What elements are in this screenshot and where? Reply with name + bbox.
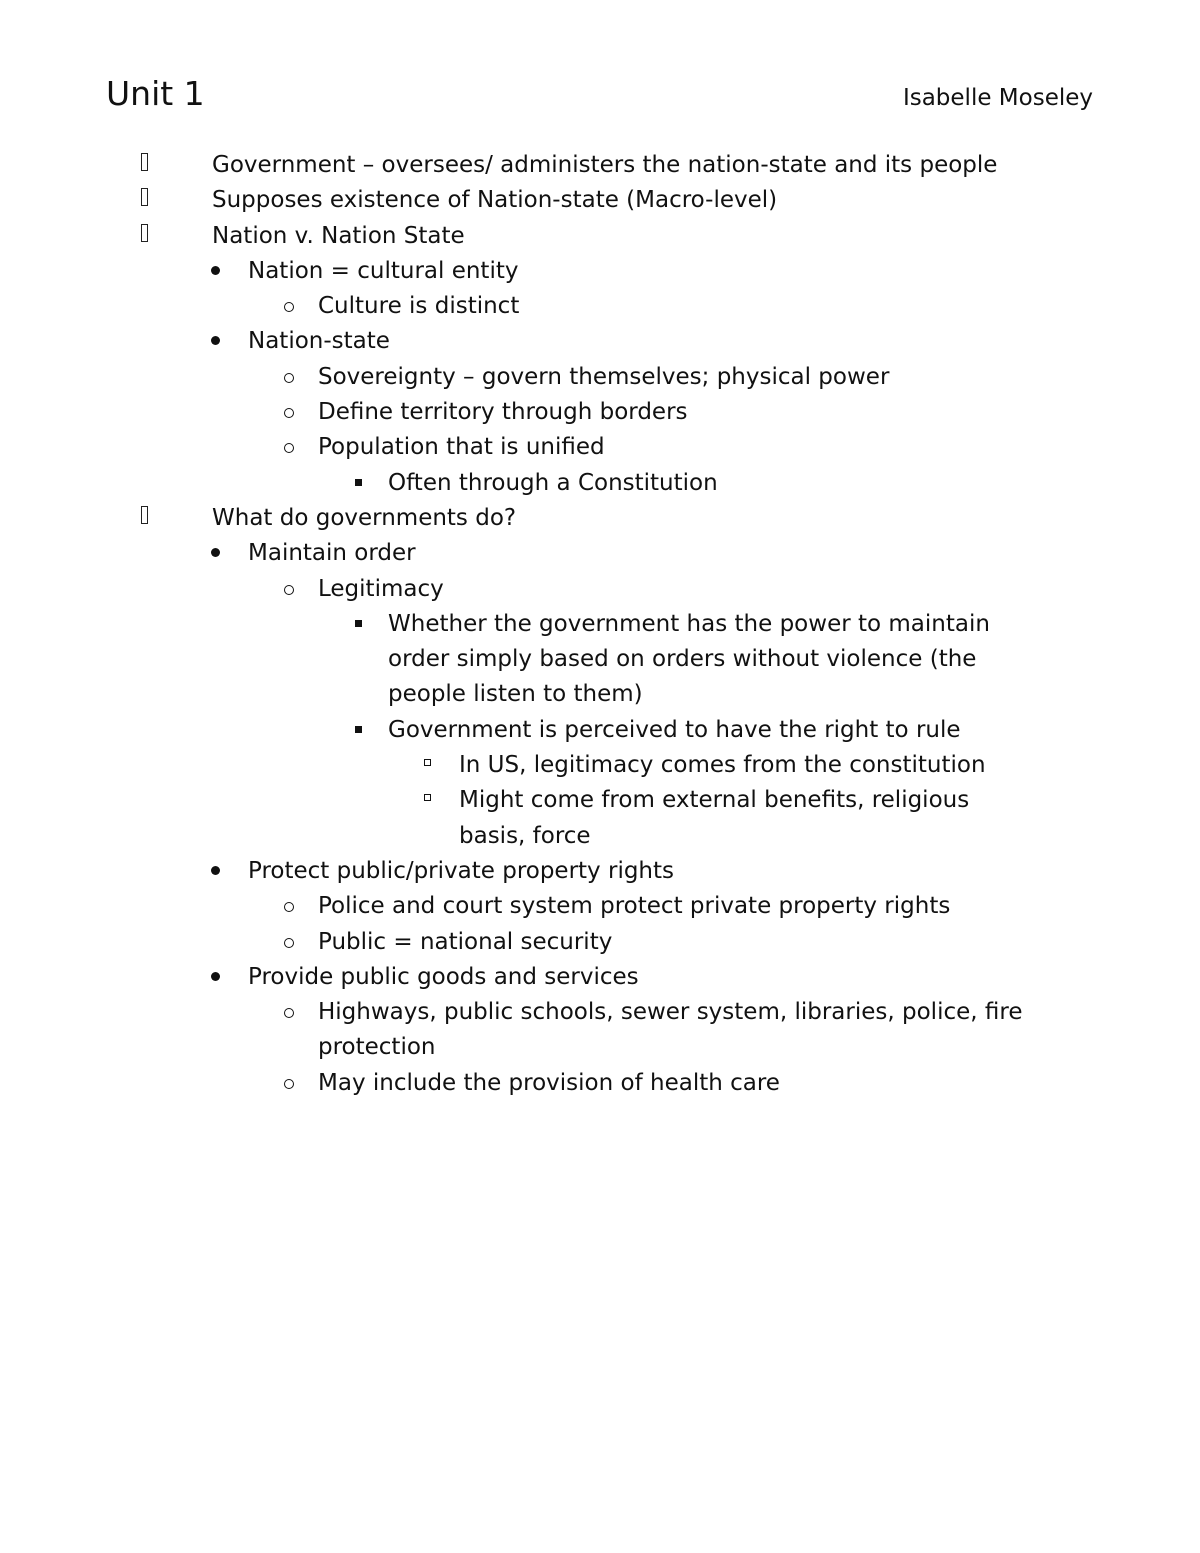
outline-item-nation-definition (0, 254, 1200, 289)
outline-item-public-services (0, 995, 1200, 1030)
outline-item-right-to-rule (0, 713, 1200, 748)
outline-item-health-care (0, 1066, 1200, 1101)
hollow-circle-bullet-icon (284, 443, 294, 453)
outline-text: Nation = cultural entity (248, 257, 519, 284)
outline-continuation-line (0, 677, 1200, 712)
outline-text: Define territory through borders (318, 399, 688, 426)
outline-text: Highways, public schools, sewer system, libraries, police, fire (318, 999, 1023, 1026)
filled-circle-bullet-icon (211, 972, 220, 981)
hollow-circle-bullet-icon (284, 408, 294, 418)
empty-box-glyph-icon (141, 153, 148, 171)
filled-square-bullet-icon (355, 479, 362, 486)
filled-square-bullet-icon (355, 620, 362, 627)
outline-text: protection (318, 1034, 436, 1061)
outline-text: Government – oversees/ administers the nation-state and its people (212, 152, 998, 178)
outline-item-national-security (0, 925, 1200, 960)
empty-box-glyph-icon (141, 188, 148, 206)
hollow-circle-bullet-icon (284, 373, 294, 383)
outline-item-legitimacy (0, 572, 1200, 607)
outline-item-territory (0, 395, 1200, 430)
outline-text: Protect public/private property rights (248, 857, 675, 884)
filled-circle-bullet-icon (211, 548, 220, 557)
outline-item-constitution (0, 466, 1200, 501)
outline-item-nation-state (0, 324, 1200, 359)
outline-item-external-benefits (0, 783, 1200, 818)
outline-item-us-legitimacy (0, 748, 1200, 783)
hollow-circle-bullet-icon (284, 1079, 294, 1089)
filled-square-bullet-icon (355, 726, 362, 733)
outline-text: Police and court system protect private property rights (318, 893, 951, 920)
outline-text: Government is perceived to have the right to rule (388, 716, 961, 743)
outline-text: Supposes existence of Nation-state (Macro-level) (212, 187, 778, 214)
outline-text: Nation v. Nation State (212, 222, 465, 249)
hollow-circle-bullet-icon (284, 1008, 294, 1018)
outline-item-police-court (0, 889, 1200, 924)
empty-box-glyph-icon (141, 506, 148, 524)
outline-text: Maintain order (248, 540, 416, 567)
outline-text: people listen to them) (388, 681, 643, 708)
filled-circle-bullet-icon (211, 866, 220, 875)
outline-item-what-governments-do (0, 501, 1200, 536)
outline-text: Legitimacy (318, 575, 444, 602)
outline-text: May include the provision of health care (318, 1069, 780, 1096)
outline-continuation-line (0, 1030, 1200, 1065)
outline-item-government-power (0, 607, 1200, 642)
outline-item-culture-distinct (0, 289, 1200, 324)
hollow-square-bullet-icon (424, 759, 431, 766)
outline-text: Often through a Constitution (388, 469, 718, 496)
outline-item-population (0, 430, 1200, 465)
outline-item-public-goods (0, 960, 1200, 995)
author-name: Isabelle Moseley (902, 85, 1093, 111)
outline-text: In US, legitimacy comes from the constitution (459, 752, 986, 779)
outline-text: Might come from external benefits, religious (459, 787, 970, 814)
outline-text: Population that is unified (318, 434, 605, 461)
document-title: Unit 1 (106, 74, 205, 113)
hollow-square-bullet-icon (424, 794, 431, 801)
filled-circle-bullet-icon (211, 336, 220, 345)
outline-text: Sovereignty – govern themselves; physical power (318, 363, 890, 390)
outline-text: order simply based on orders without violence (the (388, 646, 977, 673)
outline-item-supposes-nation-state (0, 183, 1200, 218)
outline-continuation-line (0, 819, 1200, 854)
filled-circle-bullet-icon (211, 266, 220, 275)
hollow-circle-bullet-icon (284, 585, 294, 595)
outline-text: basis, force (459, 822, 591, 849)
hollow-circle-bullet-icon (284, 302, 294, 312)
outline-item-property-rights (0, 854, 1200, 889)
outline-text: Whether the government has the power to maintain (388, 610, 990, 637)
hollow-circle-bullet-icon (284, 902, 294, 912)
outline-text: Public = national security (318, 928, 613, 955)
outline-text: Nation-state (248, 328, 390, 355)
hollow-circle-bullet-icon (284, 938, 294, 948)
notes-outline (0, 148, 1200, 1101)
outline-item-nation-vs-nation-state (0, 219, 1200, 254)
outline-item-maintain-order (0, 536, 1200, 571)
outline-item-sovereignty (0, 360, 1200, 395)
outline-text: What do governments do? (212, 504, 517, 531)
outline-continuation-line (0, 642, 1200, 677)
outline-item-government (0, 148, 1200, 183)
outline-text: Provide public goods and services (248, 963, 639, 990)
outline-text: Culture is distinct (318, 293, 520, 320)
empty-box-glyph-icon (141, 224, 148, 242)
